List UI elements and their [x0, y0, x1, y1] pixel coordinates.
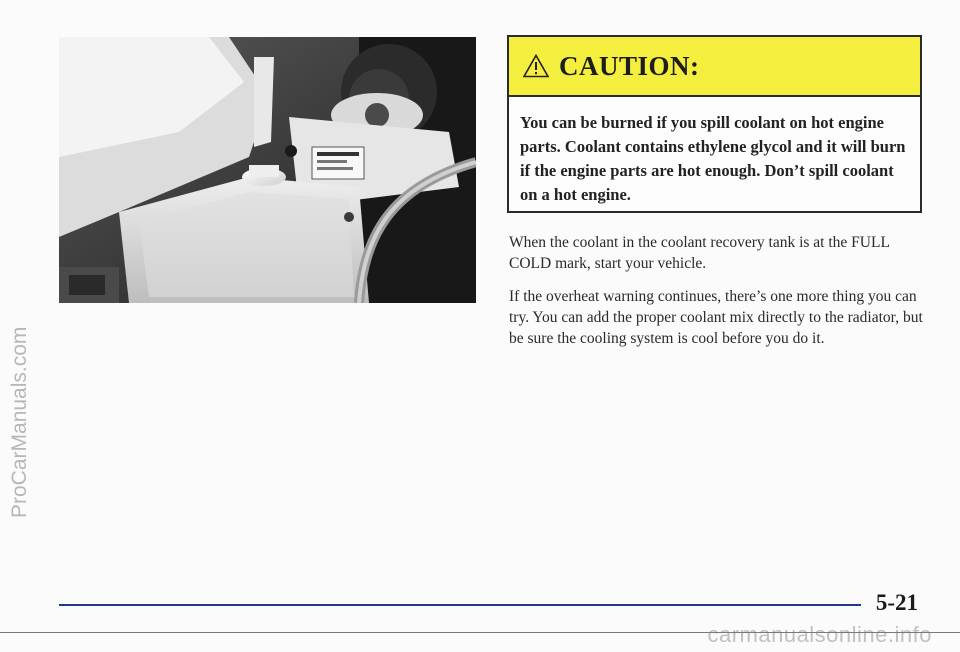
bottom-watermark: carmanualsonline.info — [707, 622, 932, 647]
caution-header — [509, 37, 920, 97]
caution-title: CAUTION: — [559, 50, 700, 81]
caution-box — [507, 35, 922, 213]
paragraph-overheat-warning: If the overheat warning continues, there’s one more thing you can try. You can add the proper coolant mix directly to the radiator, but be sure the cooling system is cool before you do it. — [509, 288, 923, 347]
page-number: 5-21 — [875, 590, 918, 615]
paragraph-coolant-full-cold: When the coolant in the coolant recovery tank is at the FULL COLD mark, start your vehicle. — [509, 234, 890, 272]
caution-body: You can be burned if you spill coolant on hot engine parts. Coolant contains ethylene glycol and it will burn if the engine parts are hot enough. Don’t spill coolant on a hot engine. — [520, 113, 906, 204]
warning-triangle-icon — [523, 54, 549, 78]
side-watermark-text: ProCarManuals.com — [8, 326, 31, 518]
side-watermark — [4, 150, 34, 530]
coolant-tank-photo — [59, 37, 476, 303]
footer-rule — [59, 604, 861, 606]
